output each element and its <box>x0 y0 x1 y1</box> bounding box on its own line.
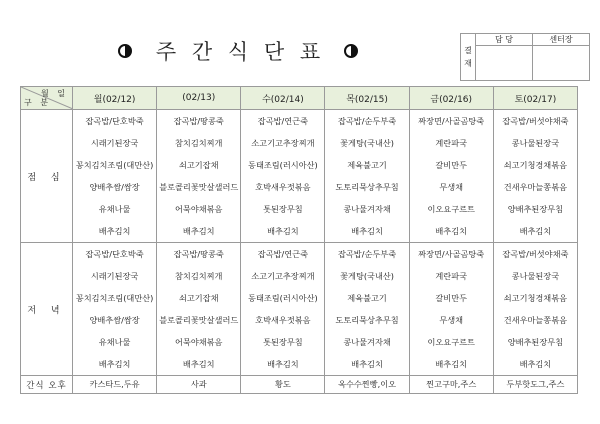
dinner-day-cell <box>409 243 493 376</box>
menu-item: 짜장면/사골곰탕죽 <box>418 249 485 259</box>
menu-item: 시래기된장국 <box>90 138 139 148</box>
menu-item: 꽃게탕(국내산) <box>340 271 394 281</box>
lunch-day-cell <box>493 110 577 243</box>
menu-item: 계란파국 <box>435 138 468 148</box>
day-header: (02/13) <box>157 87 241 110</box>
menu-item: 배추김치 <box>182 226 215 236</box>
approval-side-label <box>461 34 476 81</box>
day-header: 목(02/15) <box>325 87 409 110</box>
menu-item: 톳된장무침 <box>263 204 303 214</box>
menu-item: 잡곡밥/연근죽 <box>257 249 308 259</box>
menu-item: 어묵야채볶음 <box>175 204 223 214</box>
menu-item: 이오요구르트 <box>427 204 475 214</box>
snack-row <box>21 376 578 394</box>
menu-item: 배추김치 <box>98 359 131 369</box>
corner-bottom-label: 구 분 <box>24 98 51 107</box>
approval-sign-director <box>533 46 590 81</box>
menu-item: 배추김치 <box>351 359 383 369</box>
approval-col-director: 센터장 <box>533 34 590 46</box>
menu-item: 배추김치 <box>435 226 468 236</box>
menu-item: 배추김치 <box>519 359 552 369</box>
menu-item: 쇠고기청경채볶음 <box>503 293 568 303</box>
menu-item: 무생채 <box>439 315 464 325</box>
day-header: 토(02/17) <box>493 87 577 110</box>
menu-item: 배추김치 <box>351 226 383 236</box>
menu-item: 건새우마늘쫑볶음 <box>503 315 568 325</box>
menu-item: 양배추된장무침 <box>507 337 564 347</box>
weekly-menu-table <box>20 86 578 394</box>
day-header: 수(02/14) <box>241 87 325 110</box>
dinner-day-cell <box>73 243 157 376</box>
lunch-day-cell <box>157 110 241 243</box>
half-circle-icon <box>118 44 132 58</box>
menu-item: 쇠고기청경채볶음 <box>503 160 568 170</box>
menu-item: 짜장면/사골곰탕죽 <box>418 116 485 126</box>
approval-side-char: 결 <box>464 46 472 55</box>
menu-title <box>118 36 358 66</box>
menu-item: 양배추쌈/쌈장 <box>89 182 140 192</box>
menu-item: 참치김치찌개 <box>175 138 223 148</box>
lunch-row <box>21 110 578 243</box>
menu-item: 호박새우젓볶음 <box>255 315 311 325</box>
menu-item: 꽁치김치조림(대만산) <box>75 293 154 303</box>
menu-item: 도토리묵상추무침 <box>335 315 399 325</box>
menu-item: 시래기된장국 <box>90 271 139 281</box>
menu-item: 무생채 <box>439 182 464 192</box>
menu-item: 잡곡밥/땅콩죽 <box>173 249 224 259</box>
menu-item: 건새우마늘쫑볶음 <box>503 182 568 192</box>
menu-item: 잡곡밥/단호박죽 <box>85 116 144 126</box>
dinner-day-cell <box>157 243 241 376</box>
snack-label: 간식 오후 <box>21 376 73 394</box>
menu-item: 콩나물된장국 <box>511 138 560 148</box>
menu-item: 어묵야채볶음 <box>175 337 223 347</box>
dinner-label: 저 녁 <box>21 243 73 376</box>
day-header: 월(02/12) <box>73 87 157 110</box>
menu-item: 계란파국 <box>435 271 468 281</box>
menu-item: 배추김치 <box>98 226 131 236</box>
dinner-day-cell <box>241 243 325 376</box>
title-char: 간 <box>191 40 213 64</box>
menu-item: 꽃게탕(국내산) <box>340 138 394 148</box>
menu-item: 소고기고추장찌개 <box>251 138 315 148</box>
title-char: 주 <box>155 40 177 64</box>
snack-cell: 두부핫도그,주스 <box>493 376 577 394</box>
lunch-day-cell <box>409 110 493 243</box>
title-char: 표 <box>299 40 321 64</box>
menu-item: 잡곡밥/순두부죽 <box>337 116 397 126</box>
menu-item: 유채나물 <box>98 204 131 214</box>
approval-side-char: 재 <box>464 59 472 68</box>
menu-item: 제육불고기 <box>347 293 387 303</box>
menu-item: 배추김치 <box>267 359 299 369</box>
menu-item: 쇠고기잡채 <box>178 160 219 170</box>
dinner-row <box>21 243 578 376</box>
menu-item: 소고기고추장찌개 <box>251 271 315 281</box>
menu-item: 이오요구르트 <box>427 337 475 347</box>
menu-item: 배추김치 <box>267 226 299 236</box>
menu-item: 참치김치찌개 <box>175 271 223 281</box>
menu-item: 제육불고기 <box>347 160 387 170</box>
snack-cell: 옥수수찐빵,이오 <box>325 376 409 394</box>
half-circle-icon <box>344 44 358 58</box>
menu-item: 동태조림(러시아산) <box>248 160 318 170</box>
menu-item: 호박새우젓볶음 <box>255 182 311 192</box>
menu-item: 콩나물된장국 <box>511 271 560 281</box>
approval-col-staff: 담 당 <box>476 34 533 46</box>
menu-item: 블로콜리꽃맛살샐러드 <box>159 182 239 192</box>
menu-item: 콩나물겨자채 <box>343 204 391 214</box>
lunch-day-cell <box>325 110 409 243</box>
lunch-day-cell <box>73 110 157 243</box>
header-row <box>21 87 578 110</box>
snack-cell: 사과 <box>157 376 241 394</box>
menu-item: 갈비만두 <box>435 293 468 303</box>
menu-item: 도토리묵상추무침 <box>335 182 399 192</box>
title-char: 식 <box>227 40 249 64</box>
approval-sign-staff <box>476 46 533 81</box>
snack-cell: 카스타드,두유 <box>73 376 157 394</box>
menu-item: 쇠고기잡채 <box>178 293 219 303</box>
menu-item: 잡곡밥/버섯야채죽 <box>502 116 569 126</box>
title-text <box>132 36 344 66</box>
menu-item: 잡곡밥/버섯야채죽 <box>502 249 569 259</box>
corner-top-label: 월 일 <box>41 89 68 98</box>
menu-item: 배추김치 <box>182 359 215 369</box>
header-corner <box>21 87 73 110</box>
approval-box <box>460 33 590 81</box>
menu-item: 양배추된장무침 <box>507 204 564 214</box>
menu-item: 콩나물겨자채 <box>343 337 391 347</box>
lunch-label: 점 심 <box>21 110 73 243</box>
dinner-day-cell <box>493 243 577 376</box>
menu-item: 양배추쌈/쌈장 <box>89 315 140 325</box>
menu-item: 갈비만두 <box>435 160 468 170</box>
snack-cell: 황도 <box>241 376 325 394</box>
menu-item: 유채나물 <box>98 337 131 347</box>
lunch-day-cell <box>241 110 325 243</box>
menu-item: 잡곡밥/연근죽 <box>257 116 308 126</box>
menu-item: 블로콜리꽃맛살샐러드 <box>159 315 239 325</box>
menu-item: 배추김치 <box>435 359 468 369</box>
menu-item: 잡곡밥/순두부죽 <box>337 249 397 259</box>
snack-cell: 찐고구마,주스 <box>409 376 493 394</box>
menu-item: 잡곡밥/단호박죽 <box>85 249 144 259</box>
menu-item: 톳된장무침 <box>263 337 303 347</box>
day-header: 금(02/16) <box>409 87 493 110</box>
dinner-day-cell <box>325 243 409 376</box>
menu-item: 꽁치김치조림(대만산) <box>75 160 154 170</box>
title-char: 단 <box>263 40 285 64</box>
menu-item: 동태조림(러시아산) <box>248 293 318 303</box>
menu-item: 잡곡밥/땅콩죽 <box>173 116 224 126</box>
menu-item: 배추김치 <box>519 226 552 236</box>
